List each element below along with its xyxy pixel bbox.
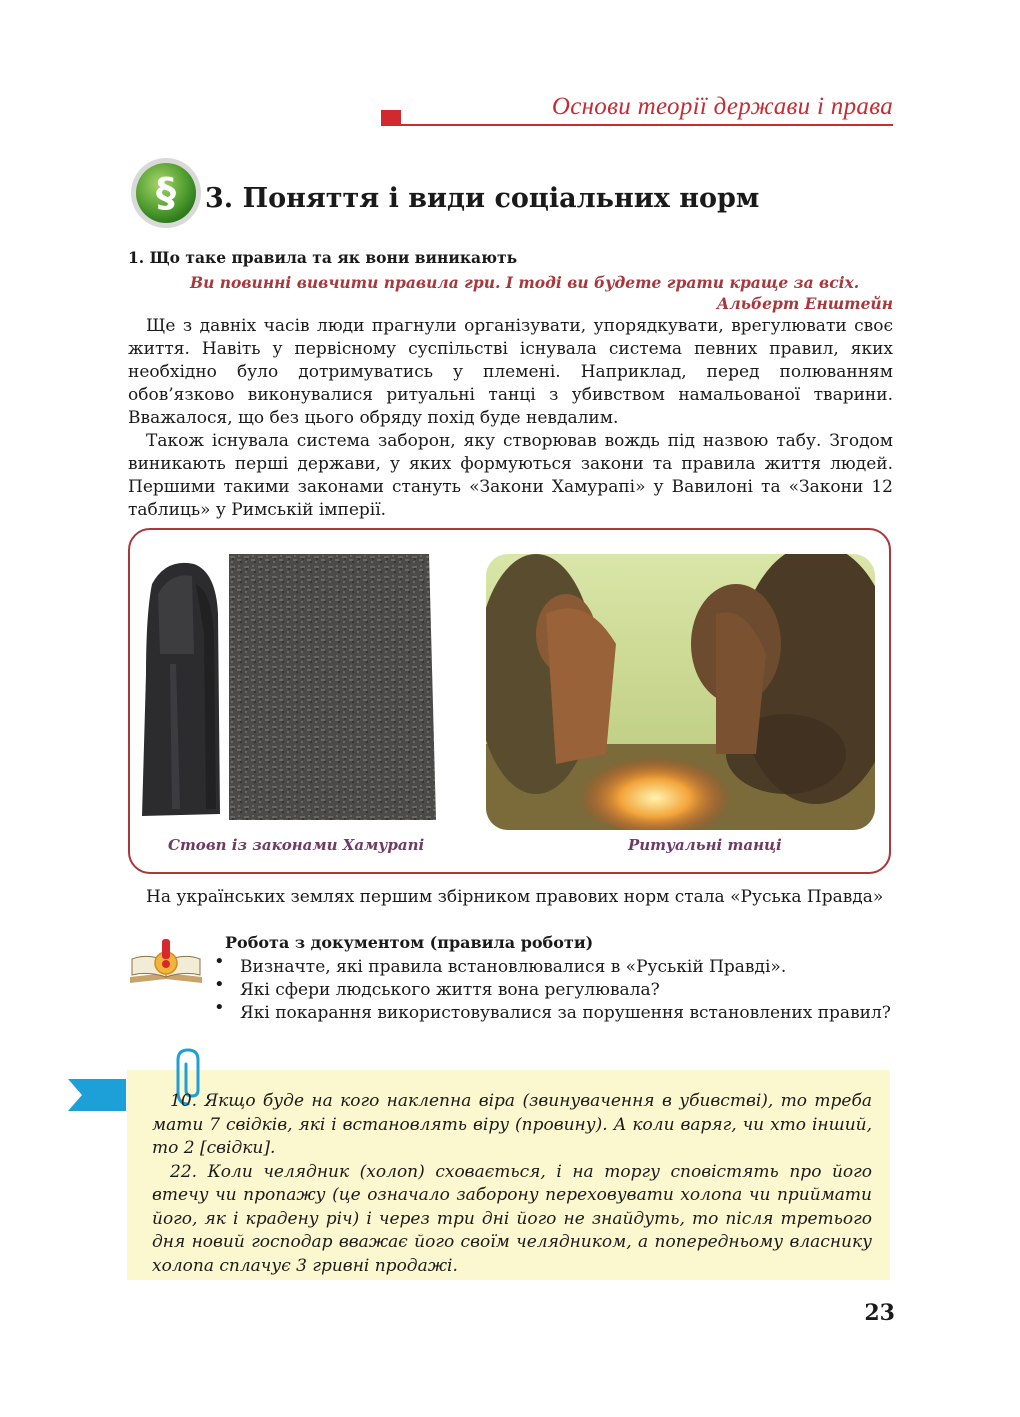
document-article: 10. Якщо буде на кого наклепна віра (звинувачення в убивстві), то треба мати 7 свідків, які і встановлять віру (провину). А коли варяг, чи хто інший, то 2 [свідки]. xyxy=(152,1091,872,1158)
figure-caption: Ритуальні танці xyxy=(628,836,782,854)
document-text xyxy=(152,1090,872,1278)
hammurabi-stele-image xyxy=(136,554,228,820)
paragraph: Також існувала система заборон, яку створював вождь під назвою табу. Згодом виникають перші держави, у яких формуються закони та правила життя людей. Першими такими законами стануть «Закони Хамурапі» у Вавилоні та «Закони 12 таблиць» у Римській імперії. xyxy=(128,431,893,520)
list-item: • Які покарання використовувалися за порушення встановлених правил? xyxy=(212,1002,892,1025)
section-title: 3. Поняття і види соціальних норм xyxy=(205,183,760,214)
page-number: 23 xyxy=(864,1300,895,1326)
list-item: • Які сфери людського життя вона регулювала? xyxy=(212,979,892,1002)
figure-caption: Стовп із законами Хамурапі xyxy=(168,836,425,854)
ritual-dance-image xyxy=(486,554,875,830)
paragraph: На українських землях першим збірником правових норм стала «Руська Правда» xyxy=(146,887,884,907)
epigraph xyxy=(128,272,893,314)
header-accent-bar xyxy=(381,110,401,126)
epigraph-author: Альберт Енштейн xyxy=(716,294,893,313)
paragraph-after-figure xyxy=(128,886,893,909)
list-item: • Визначте, які правила встановлювалися в «Руській Правді». xyxy=(212,956,892,979)
intro-text xyxy=(128,315,893,522)
paragraph-section-icon xyxy=(130,157,202,229)
header-rule xyxy=(401,124,893,126)
document-article: 22. Коли челядник (холоп) сховається, і на торгу сповістять про його втечу чи пропажу (це означало заборону переховувати холопа чи приймати його, як і крадену річ) і через три дні його не знайдуть, то після третього дня новий господар вважає його своїм челядником, а попередньому власнику холопа сплачує 3 гривні продажі. xyxy=(152,1161,872,1276)
section-symbol: § xyxy=(156,170,176,216)
paragraph: Ще з давніх часів люди прагнули організувати, упорядкувати, врегулювати своє життя. Навіть у первісному суспільстві існувала система певних правил, яких необхідно було дотримуватись у племені. Наприклад, перед полюванням обов’язково виконувалися ритуальні танці з убивством намальованої тварини. Вважалося, що без цього обряду похід буде невдалим. xyxy=(128,316,893,428)
subsection-title: 1. Що таке правила та як вони виникають xyxy=(128,248,518,267)
bookmark-tab-icon xyxy=(68,1079,126,1111)
running-header: Основи теорії держави і права xyxy=(551,93,893,120)
task-list xyxy=(212,956,892,1025)
book-alert-icon xyxy=(128,937,204,989)
epigraph-text: Ви повинні вивчити правила гри. І тоді ви будете грати краще за всіх. xyxy=(190,273,860,292)
cuneiform-tablet-image xyxy=(229,554,436,820)
work-section-title: Робота з документом (правила роботи) xyxy=(225,933,594,952)
